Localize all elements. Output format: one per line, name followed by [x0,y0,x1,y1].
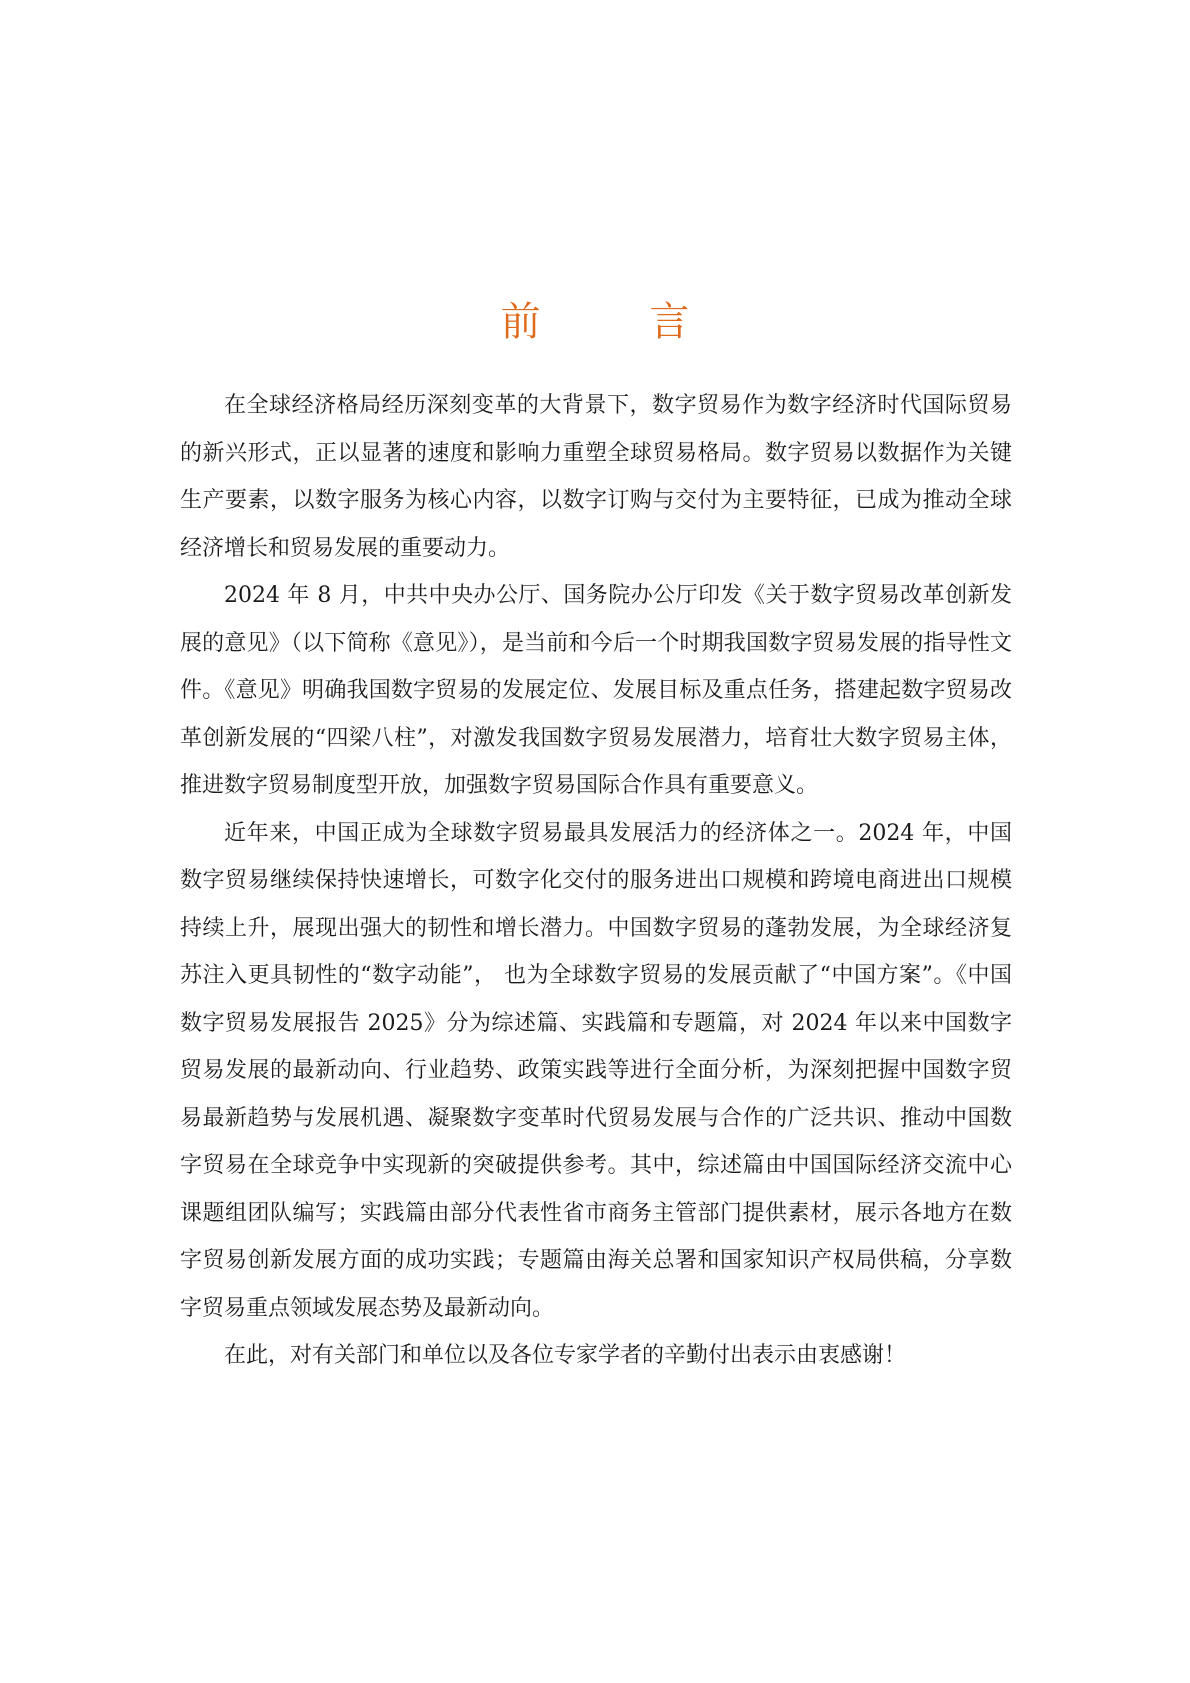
paragraph-2: 2024 年 8 月，中共中央办公厅、国务院办公厅印发《关于数字贸易改革创新发展的意见》（以下简称《意见》），是当前和今后一个时期我国数字贸易发展的指导性文件。《意见》明确我国数字贸易的发展定位、发展目标及重点任务，搭建起数字贸易改革创新发展的“四梁八柱”，对激发我国数字贸易发展潜力，培育壮大数字贸易主体，推进数字贸易制度型开放，加强数字贸易国际合作具有重要意义。 [180,583,1012,798]
paragraph-1: 在全球经济格局经历深刻变革的大背景下，数字贸易作为数字经济时代国际贸易的新兴形式，正以显著的速度和影响力重塑全球贸易格局。数字贸易以数据作为关键生产要素，以数字服务为核心内容，以数字订购与交付为主要特征，已成为推动全球经济增长和贸易发展的重要动力。 [180,393,1012,561]
page-title: 前 言 [500,299,738,345]
paragraph-4: 在此，对有关部门和单位以及各位专家学者的辛勤付出表示由衷感谢！ [224,1343,907,1368]
paragraph-3: 近年来，中国正成为全球数字贸易最具发展活力的经济体之一。2024 年，中国数字贸易继续保持快速增长，可数字化交付的服务进出口规模和跨境电商进出口规模持续上升，展现出强大的韧性和增长潜力。中国数字贸易的蓬勃发展，为全球经济复苏注入更具韧性的“数字动能”， 也为全球数字贸易的发展贡献了“中国方案”。《中国数字贸易发展报告 2025》分为综述篇、实践篇和专题篇，对 2024 年以来中国数字贸易发展的最新动向、行业趋势、政策实践等进行全面分析，为深刻把握中国数字贸易最新趋势与发展机遇、凝聚数字变革时代贸易发展与合作的广泛共识、推动中国数字贸易在全球竞争中实现新的突破提供参考。其中，综述篇由中国国际经济交流中心课题组团队编写；实践篇由部分代表性省市商务主管部门提供素材，展示各地方在数字贸易创新发展方面的成功实践；专题篇由海关总署和国家知识产权局供稿，分享数字贸易重点领域发展态势及最新动向。 [180,820,1012,1321]
preface-body [180,382,1012,1380]
